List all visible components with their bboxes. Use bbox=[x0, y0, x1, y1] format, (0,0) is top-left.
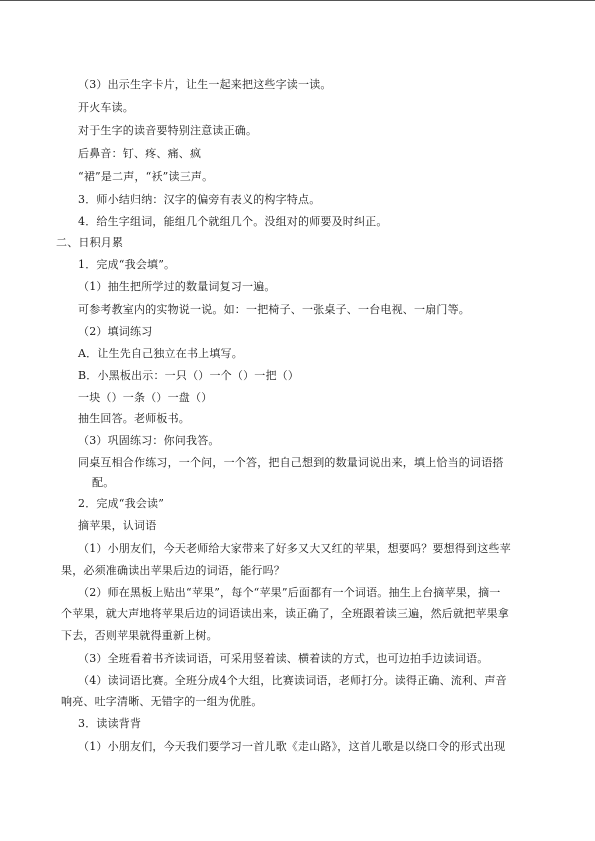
text-line: 一块（）一条（）一盘（） bbox=[78, 391, 213, 404]
text-line: （1）小朋友们，今天老师给大家带来了好多又大又红的苹果，想要吗？要想得到这些苹 bbox=[78, 542, 511, 555]
text-line: 下去，否则苹果就得重新上树。 bbox=[61, 629, 218, 642]
text-line: A．让生先自己独立在书上填写。 bbox=[78, 347, 243, 360]
text-line: 4．给生字组词，能组几个就组几个。没组对的师要及时纠正。 bbox=[78, 215, 388, 228]
text-line: 同桌互相合作练习，一个问，一个答，把自己想到的数量词说出来，填上恰当的词语搭 bbox=[78, 456, 504, 469]
text-line: 1．完成“我会填”。 bbox=[78, 258, 176, 271]
text-line: 响亮、吐字清晰、无错字的一组为优胜。 bbox=[61, 695, 263, 708]
text-line: 开火车读。 bbox=[78, 101, 134, 114]
text-line: （1）小朋友们，今天我们要学习一首儿歌《走山路》，这首儿歌是以绕口令的形式出现 bbox=[78, 740, 506, 753]
text-line: （3）出示生字卡片，让生一起来把这些字读一读。 bbox=[78, 78, 332, 91]
text-line: 个苹果，就大声地将苹果后边的词语读出来，读正确了，全班跟着读三遍，然后就把苹果拿 bbox=[61, 607, 509, 620]
text-line: B．小黑板出示：一只（）一个（）一把（） bbox=[78, 369, 300, 382]
text-line: 可参考教室内的实物说一说。如：一把椅子、一张桌子、一台电视、一扇门等。 bbox=[78, 303, 470, 316]
text-line: 果，必须准确读出苹果后边的词语，能行吗？ bbox=[61, 564, 285, 577]
text-line: 3．师小结归纳：汉字的偏旁有表义的构字特点。 bbox=[78, 193, 321, 206]
section-heading: 二、日积月累 bbox=[56, 236, 124, 249]
text-line: （3）巩固练习：你问我答。 bbox=[78, 434, 220, 447]
text-line: “裙”是二声，“袄”读三声。 bbox=[78, 170, 214, 183]
text-line: （1）抽生把所学过的数量词复习一遍。 bbox=[78, 280, 276, 293]
text-line: （2）填词练习 bbox=[78, 325, 153, 338]
text-line: 摘苹果，认词语 bbox=[78, 519, 157, 532]
text-line: 对于生字的读音要特别注意读正确。 bbox=[78, 124, 258, 137]
text-line: （2）师在黑板上贴出“苹果”，每个“苹果”后面都有一个词语。抽生上台摘苹果，摘一 bbox=[78, 586, 501, 599]
text-line: （3）全班看着书齐读词语，可采用竖着读、横着读的方式，也可边拍手边读词语。 bbox=[78, 652, 489, 665]
text-line: 3．读读背背 bbox=[78, 717, 142, 730]
text-line: 后鼻音：钉、疼、痛、疯 bbox=[78, 147, 202, 160]
text-line: 2．完成“我会读” bbox=[78, 497, 165, 510]
text-line: 抽生回答。老师板书。 bbox=[78, 412, 190, 425]
text-line: 配。 bbox=[92, 476, 115, 489]
text-line: （4）读词语比赛。全班分成4个大组，比赛读词语，老师打分。读得正确、流利、声音 bbox=[78, 674, 507, 687]
